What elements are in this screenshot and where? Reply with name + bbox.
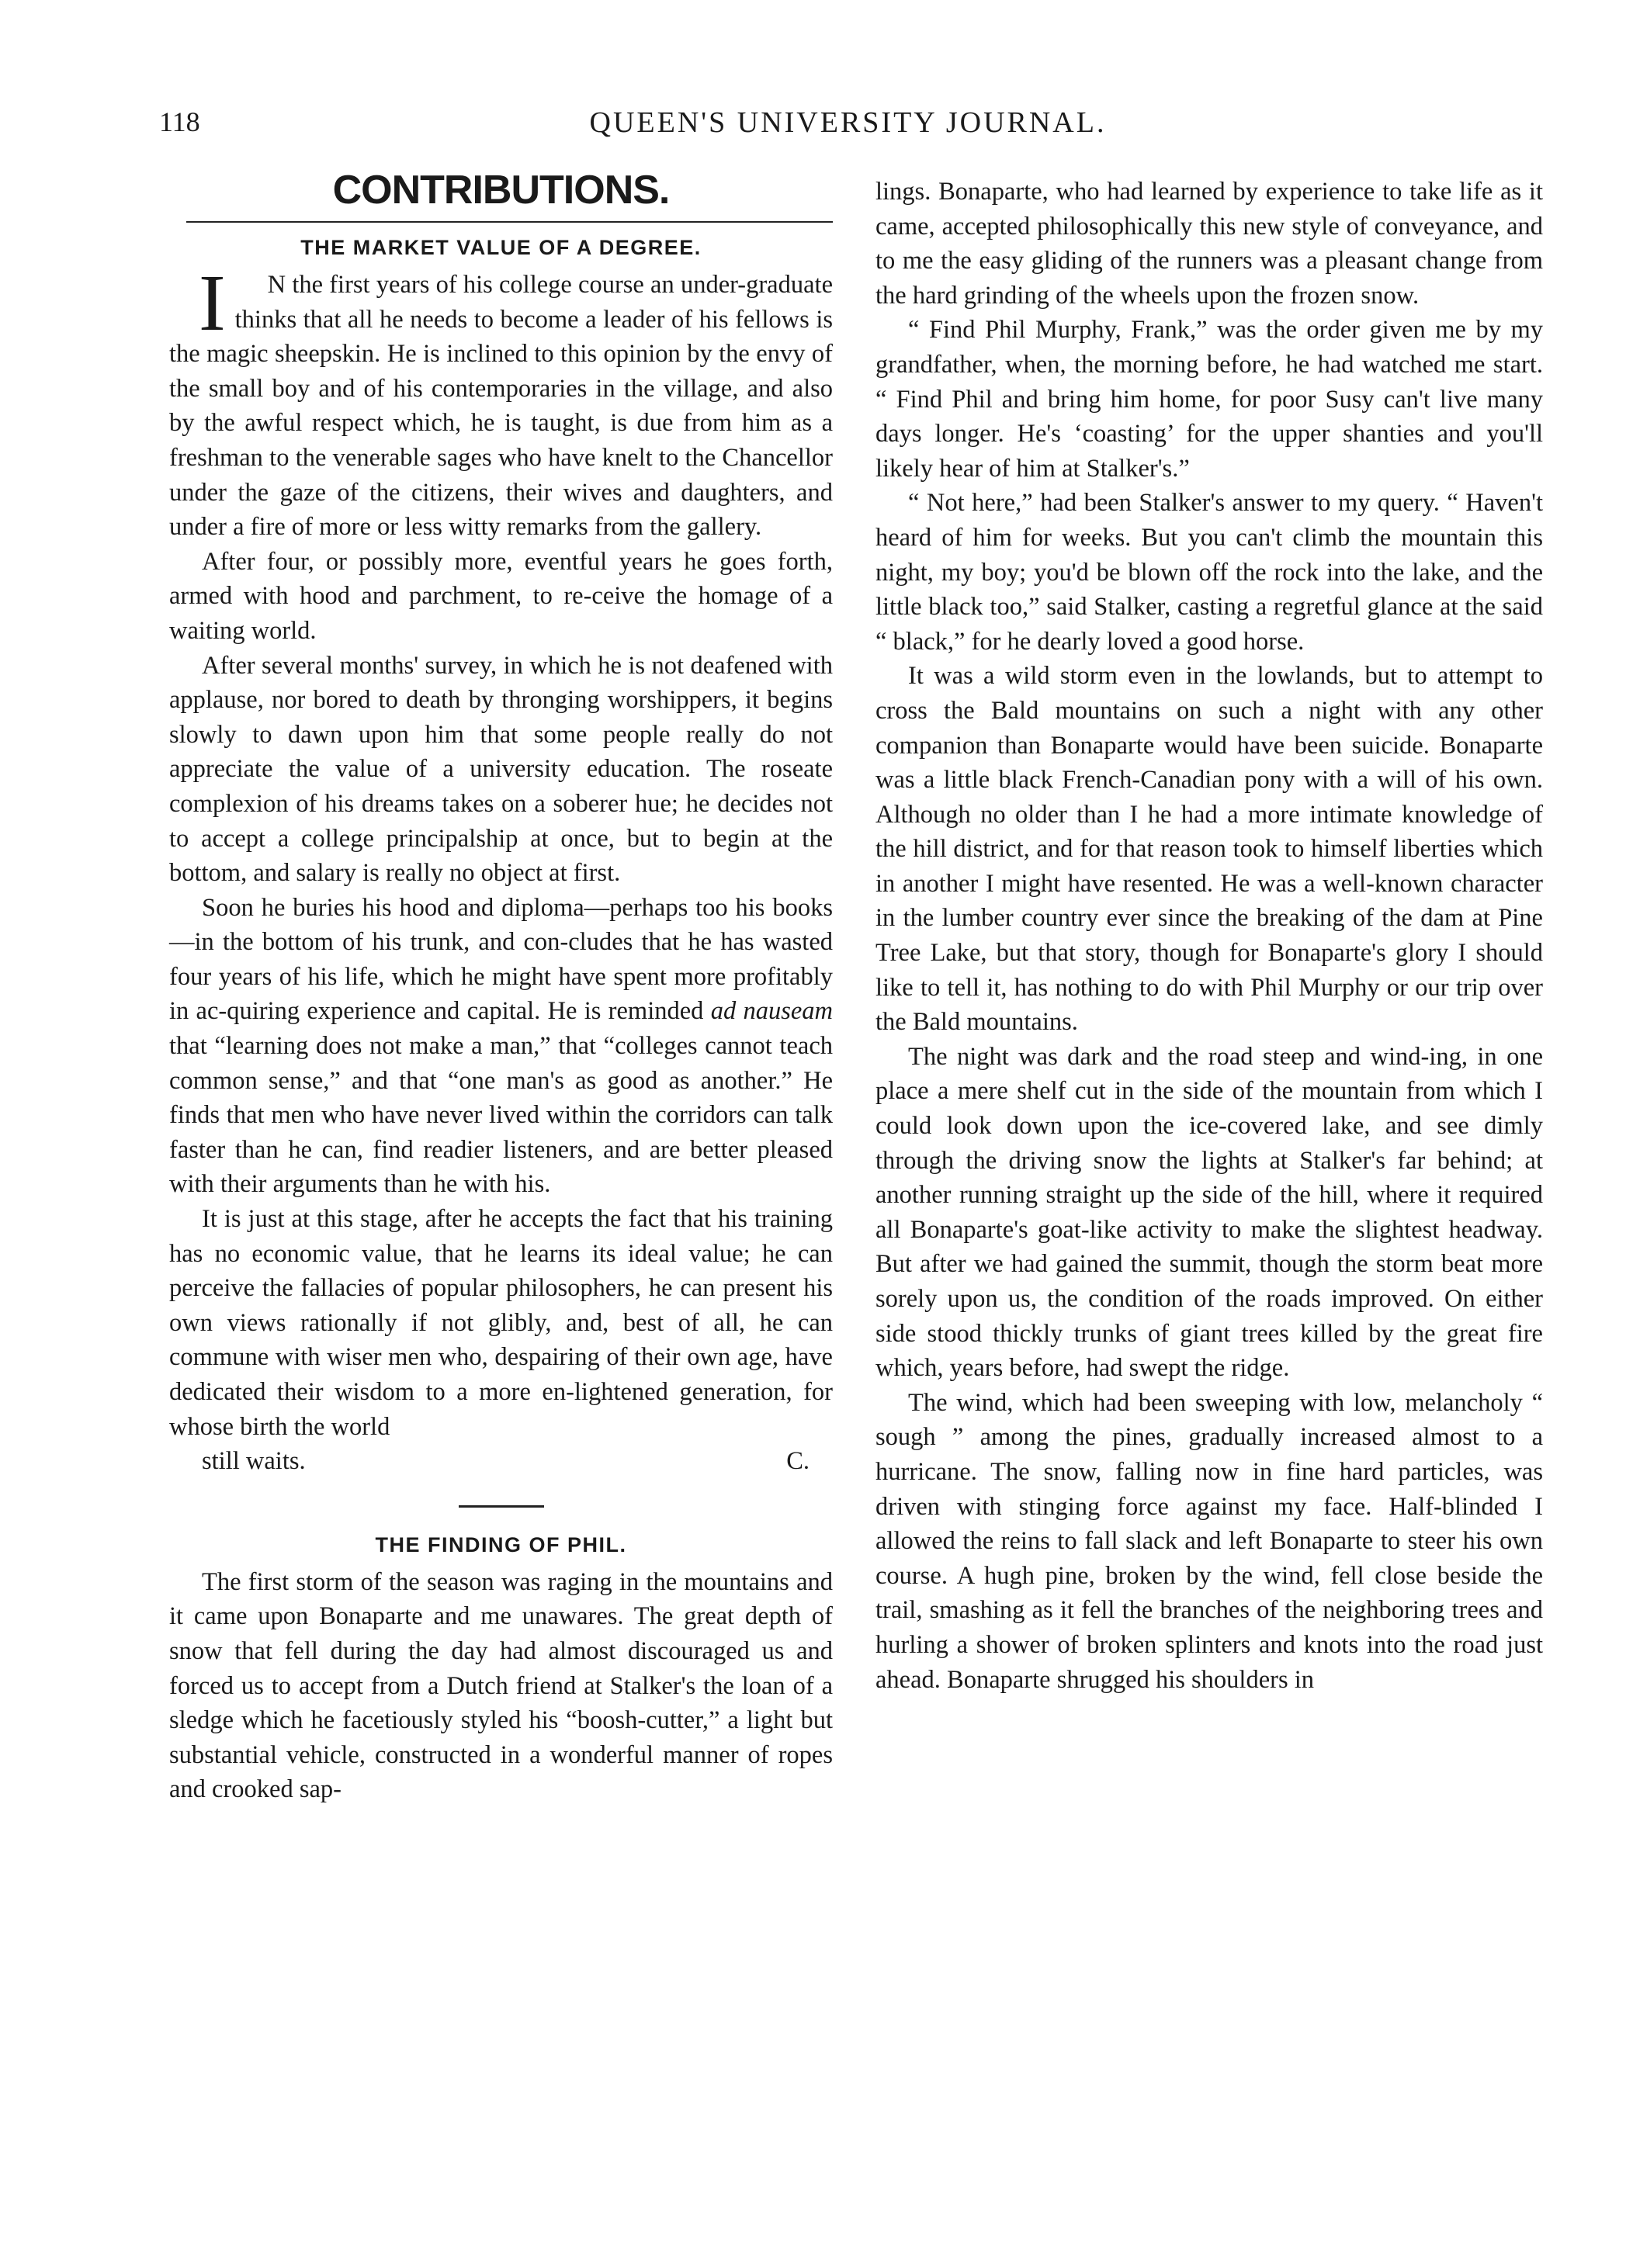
section-rule: [186, 221, 833, 223]
signature-line: still waits. C.: [169, 1444, 833, 1479]
drop-cap: I: [199, 258, 226, 348]
page-number: 118: [159, 106, 200, 137]
paragraph: The first storm of the season was raging in the mountains and it came upon Bonaparte and me unawares. The great depth of snow that fell during the day had almost discouraged us and forced us to accept from a Dutch friend at Stalker's the loan of a sledge which he facetiously styled his “boosh-cutter,” a light but substantial vehicle, constructed in a wonderful manner of ropes and crooked sap-: [169, 1567, 833, 1804]
paragraph: It was a wild storm even in the lowlands, but to attempt to cross the Bald mountains on such a night with any other companion than Bonaparte would have been suicide. Bonaparte was a little black French-Canadian pony with a will of his own. Although no older than I he had a more intimate knowledge of the hill district, and for that reason took to himself liberties which in another I might have resented. He was a well-known character in the lumber country ever since the breaking of the dam at Pine Tree Lake, but that story, though for Bonaparte's glory I should like to tell it, has nothing to do with Phil Murphy or our trip over the Bald mountains.: [875, 662, 1543, 1037]
author-signature: C.: [786, 1447, 810, 1476]
section-title: CONTRIBUTIONS.: [332, 168, 670, 213]
paragraph: lings. Bonaparte, who had learned by experience to take life as it came, accepted philosophically this new style of conveyance, and to me the easy gliding of the runners was a pleasant change from the hard grinding of the wheels upon the frozen snow.: [875, 178, 1543, 310]
article-title-market-value: THE MARKET VALUE OF A DEGREE.: [300, 236, 702, 259]
paragraph: I N the first years of his college course an under-graduate thinks that all he needs to become a leader of his fellows is the magic sheepskin. He is inclined to this opinion by the envy of the small boy and of his contemporaries in the village, and also by the awful respect which, he is taught, is due from him as a freshman to the venerable sages who have knelt to the Chancellor under the gaze of the citizens, their wives and daughters, and under a fire of more or less witty remarks from the gallery.: [169, 268, 833, 545]
paragraph: “ Find Phil Murphy, Frank,” was the order given me by my grandfather, when, the morning before, he had watched me start. “ Find Phil and bring him home, for poor Susy can't live many days longer. He's ‘coasting’ for the upper shanties and you'll likely hear of him at Stalker's.”: [875, 316, 1543, 483]
paragraph: Soon he buries his hood and diploma—perhaps too his books—in the bottom of his trunk, and con-cludes that he has wasted four years of his life, which he might have spent more profitably in ac-quiring experience and capital. He is reminded ad nauseam that “learning does not make a man,” that “colleges cannot teach common sense,” and that “one man's as good as another.” He finds that men who have never lived within the corridors can talk faster than he can, find readier listeners, and are better pleased with their arguments than he with his.: [169, 893, 833, 1199]
paragraph: “ Not here,” had been Stalker's answer to my query. “ Haven't heard of him for weeks. But you can't climb the mountain this night, my boy; you'd be blown off the rock into the lake, and the little black too,” said Stalker, casting a regretful glance at the said “ black,” for he dearly loved a good horse.: [875, 489, 1543, 656]
paragraph: After four, or possibly more, eventful years he goes forth, armed with hood and parchment, to re-ceive the homage of a waiting world.: [169, 547, 833, 645]
running-title: QUEEN'S UNIVERSITY JOURNAL.: [589, 106, 1107, 139]
paragraph: It is just at this stage, after he accepts the fact that his training has no economic value, that he learns its ideal value; he can perceive the fallacies of popular philosophers, he can present his own views rationally if not glibly, and, best of all, he can commune with wiser men who, despairing of their own age, have dedicated their wisdom to a more en-lightened generation, for whose birth the world: [169, 1205, 833, 1441]
paragraph: The night was dark and the road steep and wind-ing, in one place a mere shelf cut in the side of the mountain from which I could look down upon the ice-covered lake, and see dimly through the driving snow the lights at Stalker's far behind; at another running straight up the side of the hill, where it required all Bonaparte's goat-like activity to make the slightest headway. But after we had gained the summit, though the storm beat more sorely upon us, the condition of the roads improved. On either side stood thickly trunks of giant trees killed by the great fire which, years before, had swept the ridge.: [875, 1042, 1543, 1383]
left-column: [169, 167, 833, 1807]
article-title-finding-phil: THE FINDING OF PHIL.: [375, 1532, 627, 1556]
italic-phrase: ad nauseam: [710, 997, 833, 1026]
paragraph: After several months' survey, in which he is not deafened with applause, nor bored to death by thronging worshippers, it begins slowly to dawn upon him that some people really do not appreciate the value of a university education. The roseate complexion of his dreams takes on a soberer hue; he decides not to accept a college principalship at once, but to begin at the bottom, and salary is really no object at first.: [169, 651, 833, 888]
paragraph: The wind, which had been sweeping with low, melancholy “ sough ” among the pines, gradually increased almost to a hurricane. The snow, falling now in fine hard particles, was driven with stinging force against my face. Half-blinded I allowed the reins to fall slack and left Bonaparte to steer his own course. A hugh pine, broken by the wind, fell close beside the trail, smashing as it fell the branches of the neighboring trees and hurling a shower of broken splinters and knots into the road just ahead. Bonaparte shrugged his shoulders in: [875, 1388, 1543, 1694]
page-header: [159, 99, 1537, 146]
right-column: [875, 175, 1543, 1697]
separator-rule: [459, 1505, 544, 1508]
